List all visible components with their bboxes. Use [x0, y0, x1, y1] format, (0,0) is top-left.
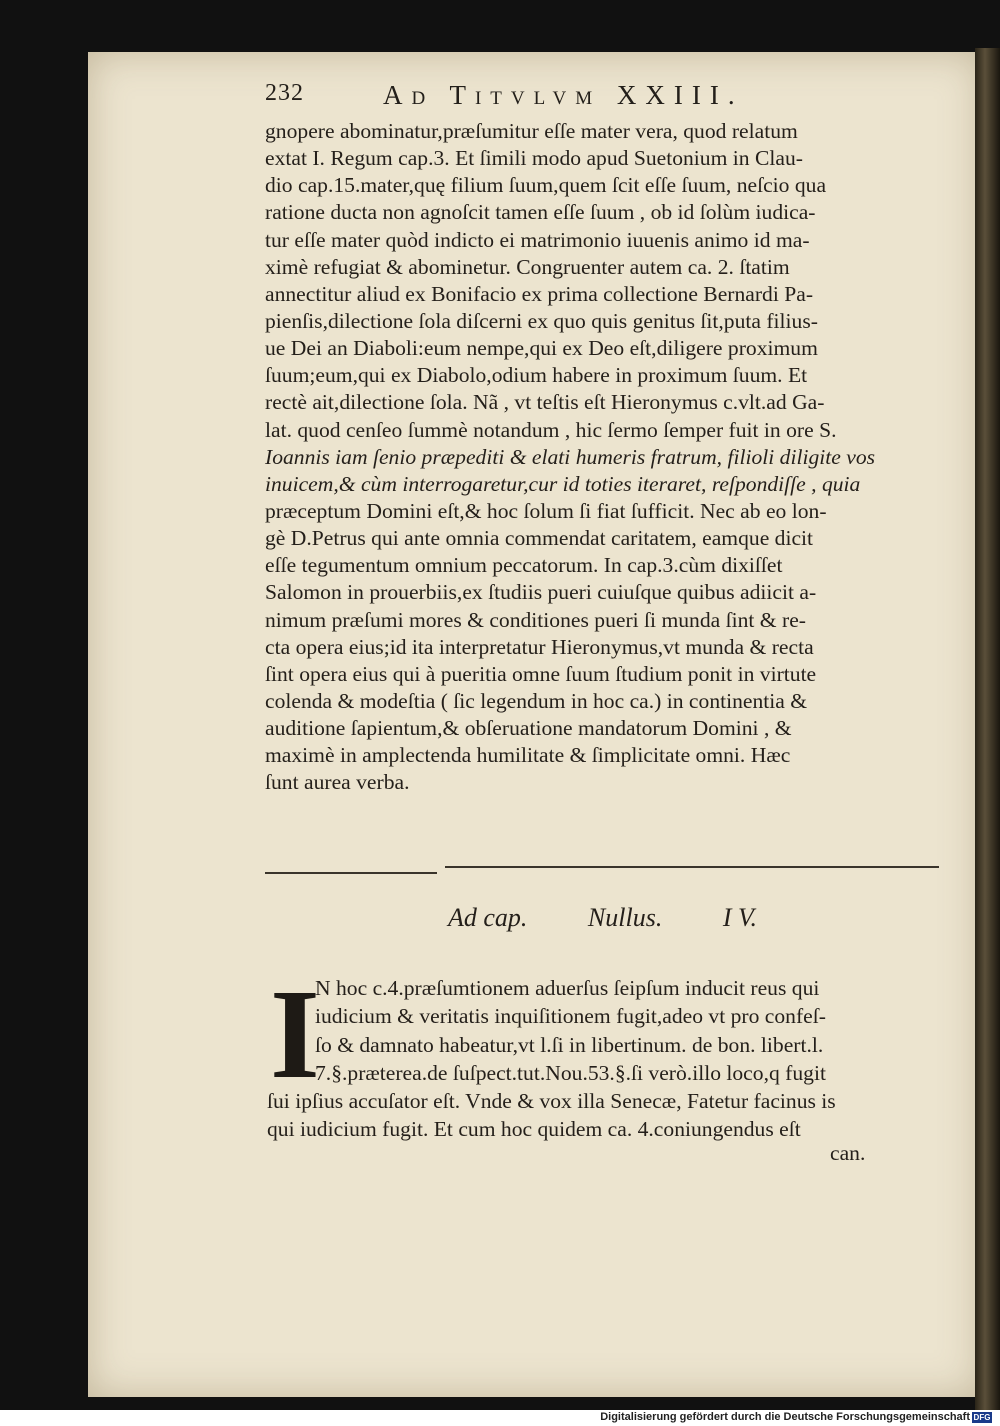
text-line: gè D.Petrus qui ante omnia commendat caritatem, eamque dicit [265, 526, 814, 551]
text-line: dio cap.15.mater,quę filium ſuum,quem ſcit eſſe ſuum, neſcio qua [265, 173, 827, 198]
text-line: extat I. Regum cap.3. Et ſimili modo apud Suetonium in Clau- [265, 146, 803, 171]
drop-cap: I [270, 963, 320, 1105]
text-line: ſuum;eum,qui ex Diabolo,odium habere in proximum ſuum. Et [265, 363, 808, 388]
running-title: Ad Titvlvm XXIII. [383, 80, 744, 110]
text-line: lat. quod cenſeo ſummè notandum , hic ſermo ſemper fuit in ore S. [265, 417, 837, 442]
text-line: N hoc c.4.præſumtionem aduerſus ſeipſum inducit reus qui [315, 976, 820, 1000]
dfg-logo-icon: DFG [973, 1413, 991, 1422]
text-line: ratione ducta non agnoſcit tamen eſſe ſuum , ob id ſolùm iudica- [265, 200, 816, 225]
section-heading [448, 903, 811, 933]
text-line: ſui ipſius accuſator eſt. Vnde & vox illa Senecæ, Fatetur facinus is [267, 1089, 836, 1114]
text-line-italic: inuicem,& cùm interrogaretur,cur id toties iteraret, reſpondiſſe , quia [265, 471, 861, 496]
text-line: præceptum Domini eſt,& hoc ſolum ſi fiat ſufficit. Nec ab eo lon- [265, 498, 827, 523]
text-line: qui iudicium fugit. Et cum hoc quidem ca. 4.coniungendus eſt [267, 1117, 801, 1142]
section-heading-number: I V. [722, 903, 758, 932]
text-line: pienſis,dilectione ſola diſcerni ex quo quis genitus ſit,puta filius- [265, 308, 818, 333]
text-line: colenda & modeſtia ( ſic legendum in hoc ca.) in continentia & [265, 688, 808, 713]
text-line: ue Dei an Diaboli:eum nempe,qui ex Deo eſt,diligere proximum [265, 336, 818, 361]
body-text [265, 118, 945, 797]
funding-credit: Digitalisierung gefördert durch die Deutsche Forschungsgemeinschaft [600, 1411, 970, 1423]
section-divider-right [445, 866, 939, 868]
text-line: nimum præſumi mores & conditiones pueri ſi munda ſint & re- [265, 607, 806, 632]
text-line: maximè in amplectenda humilitate & ſimplicitate omni. Hæc [265, 743, 791, 768]
text-line: ſint opera eius qui à pueritia omne ſuum ſtudium ponit in virtute [265, 661, 817, 686]
catchword: can. [830, 1141, 866, 1165]
text-line: ſunt aurea verba. [265, 770, 410, 795]
text-line: gnopere abominatur,præſumitur eſſe mater vera, quod relatum [265, 119, 798, 143]
page-number: 232 [265, 80, 304, 106]
text-line: eſſe tegumentum omnium peccatorum. In cap.3.cùm dixiſſet [265, 553, 783, 578]
text-line: 7.§.præterea.de ſuſpect.tut.Nou.53.§.ſi verò.illo loco,q fugit [315, 1060, 826, 1085]
text-line: ſo & damnato habeatur,vt l.ſi in libertinum. de bon. libert.l. [315, 1032, 824, 1057]
text-line-italic: Ioannis iam ſenio præpediti & elati humeris fratrum, filioli diligite vos [265, 444, 876, 469]
text-line: auditione ſapientum,& obſeruatione mandatorum Domini , & [265, 716, 792, 741]
text-line: iudicium & veritatis inquiſitionem fugit,adeo vt pro confeſ- [315, 1004, 826, 1029]
section-heading-cap: Ad cap. [448, 903, 528, 932]
section-body [267, 974, 945, 1144]
text-line: Salomon in prouerbiis,ex ſtudiis pueri cuiuſque quibus adiicit a- [265, 580, 817, 605]
book-spine-edge [975, 48, 1000, 1410]
text-line: rectè ait,dilectione ſola. Nã , vt teſtis eſt Hieronymus c.vlt.ad Ga- [265, 390, 825, 415]
section-divider-left [265, 872, 437, 874]
section-heading-title: Nullus. [587, 903, 663, 932]
text-line: annectitur aliud ex Bonifacio ex prima collectione Bernardi Pa- [265, 281, 814, 306]
text-line: tur eſſe mater quòd indicto ei matrimonio iuuenis animo id ma- [265, 227, 810, 252]
text-line: cta opera eius;id ita interpretatur Hieronymus,vt munda & recta [265, 634, 814, 659]
text-line: ximè refugiat & abominetur. Congruenter autem ca. 2. ſtatim [265, 254, 790, 279]
